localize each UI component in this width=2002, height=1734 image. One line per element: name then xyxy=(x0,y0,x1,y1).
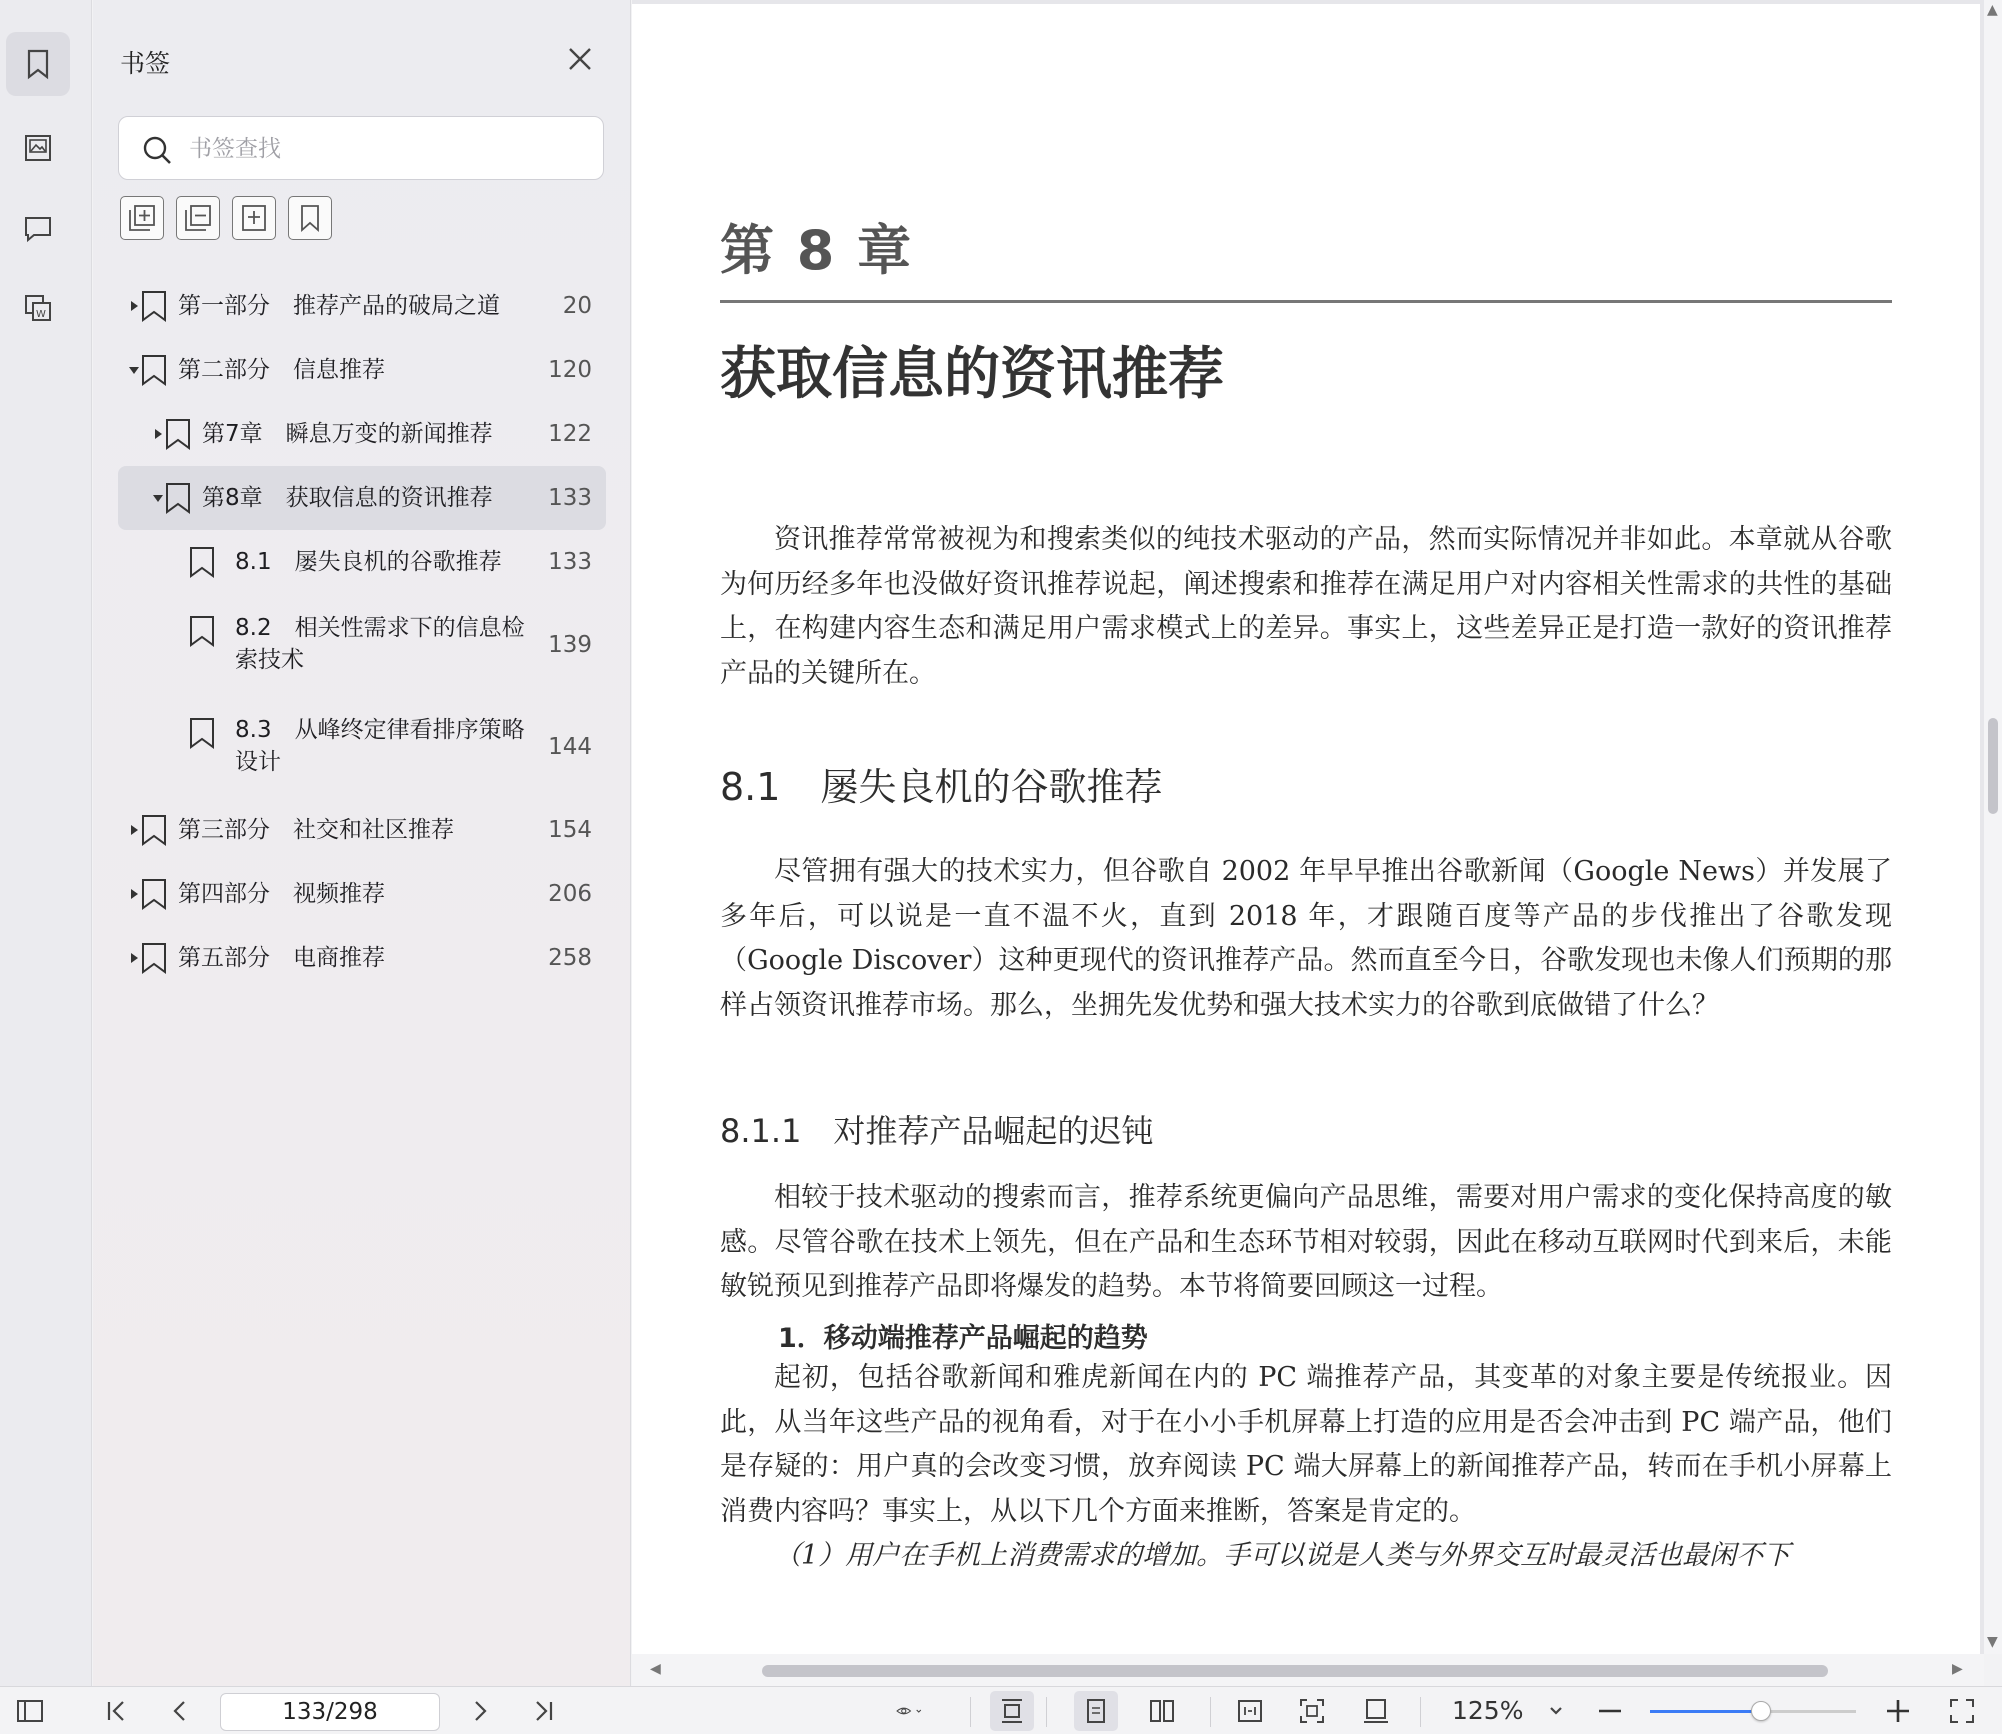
chapter-divider xyxy=(720,300,1892,303)
section-paragraph: 尽管拥有强大的技术实力，但谷歌自 2002 年早早推出谷歌新闻（Google News）并发展了多年后，可以说是一直不温不火，直到 2018 年，才跟随百度等产品的步伐推出了谷歌发现（Google Discover）这种更现代的资讯推荐产品。然而直至今日，谷歌发现也未像人们预期的那样占领资讯推荐市场。那么，坐拥先发优势和强大技术实力的谷歌到底做错了什么？ xyxy=(720,856,1892,1021)
chapter-title: 获取信息的资讯推荐 xyxy=(720,342,1224,407)
bookmark-label: 8.3 从峰终定律看排序策略 设计 xyxy=(235,717,525,775)
bookmark-page-number: 206 xyxy=(548,881,592,907)
scroll-right-icon[interactable]: ▶ xyxy=(1952,1661,1963,1677)
bookmark-icon xyxy=(164,482,192,514)
bookmark-item[interactable] xyxy=(118,530,606,594)
plus-icon xyxy=(1883,1696,1913,1726)
bookmark-label: 第四部分 视频推荐 xyxy=(178,881,385,907)
collapse-all-button[interactable] xyxy=(176,196,220,240)
bookmark-icon xyxy=(140,942,168,974)
chevron-right-icon xyxy=(465,1696,495,1726)
thumbnails-panel-button[interactable] xyxy=(6,116,70,180)
attachments-panel-button[interactable] xyxy=(6,276,70,340)
bookmark-page-number: 120 xyxy=(548,357,592,383)
item-subpoint: （1）用户在手机上消费需求的增加。手可以说是人类与外界交互时最灵活也最闲不下 xyxy=(774,1540,1791,1571)
section-title: 屡失良机的谷歌推荐 xyxy=(820,765,1163,809)
minus-icon xyxy=(1595,1696,1625,1726)
vertical-scroll-thumb[interactable] xyxy=(1988,718,1998,814)
caret-down-icon[interactable] xyxy=(128,364,140,376)
caret-down-icon[interactable] xyxy=(152,492,164,504)
chevron-left-icon xyxy=(165,1696,195,1726)
bookmark-item[interactable] xyxy=(118,696,606,798)
first-page-button[interactable] xyxy=(100,1695,132,1727)
bookmarks-sidebar xyxy=(93,0,631,1686)
bookmark-page-number: 144 xyxy=(548,734,592,760)
bookmark-label: 第8章 获取信息的资讯推荐 xyxy=(202,485,493,511)
fullscreen-button[interactable] xyxy=(1946,1695,1978,1727)
image-icon xyxy=(21,131,55,165)
caret-right-icon[interactable] xyxy=(152,428,164,440)
chapter-number: 第 8 章 xyxy=(720,219,914,282)
expand-all-button[interactable] xyxy=(120,196,164,240)
document-page xyxy=(632,4,1980,1654)
bookmarks-panel-button[interactable] xyxy=(6,32,70,96)
expand-all-icon xyxy=(126,202,158,234)
toggle-sidebar-button[interactable] xyxy=(14,1695,46,1727)
bookmark-page-number: 133 xyxy=(548,485,592,511)
bookmark-label: 第二部分 信息推荐 xyxy=(178,357,385,383)
horizontal-scrollbar[interactable] xyxy=(632,1654,1984,1686)
chevron-down-icon xyxy=(1541,1696,1571,1726)
bookmark-page-number: 122 xyxy=(548,421,592,447)
first-page-icon xyxy=(101,1696,131,1726)
bookmark-item[interactable] xyxy=(118,798,606,862)
single-page-button[interactable] xyxy=(1074,1691,1118,1731)
subsection-number: 8.1.1 xyxy=(720,1112,802,1150)
bookmark-toolbar xyxy=(120,196,332,240)
section-heading xyxy=(720,756,1162,811)
bookmark-search xyxy=(118,116,604,180)
eye-icon xyxy=(896,1696,926,1726)
actual-size-icon xyxy=(1361,1696,1391,1726)
search-icon xyxy=(141,134,173,166)
bookmark-label: 8.1 屡失良机的谷歌推荐 xyxy=(235,549,502,575)
zoom-out-button[interactable] xyxy=(1594,1695,1626,1727)
tool-rail xyxy=(0,0,92,1686)
add-bookmark-icon xyxy=(238,202,270,234)
fullscreen-icon xyxy=(1947,1696,1977,1726)
zoom-slider-handle[interactable] xyxy=(1751,1701,1771,1721)
two-page-button[interactable] xyxy=(1146,1695,1178,1727)
comments-panel-button[interactable] xyxy=(6,196,70,260)
bookmark-item[interactable] xyxy=(118,926,606,990)
collapse-all-icon xyxy=(182,202,214,234)
bookmark-label: 8.2 相关性需求下的信息检 索技术 xyxy=(235,615,525,673)
close-icon[interactable] xyxy=(565,44,595,74)
bookmark-options-button[interactable] xyxy=(288,196,332,240)
page-number-input[interactable]: 133/298 xyxy=(220,1693,440,1731)
subsection-title: 对推荐产品崛起的迟钝 xyxy=(833,1112,1154,1150)
bookmark-item[interactable] xyxy=(118,466,606,530)
toolbar-separator xyxy=(1046,1697,1047,1727)
item-paragraph: 起初，包括谷歌新闻和雅虎新闻在内的 PC 端推荐产品，其变革的对象主要是传统报业。因此，从当年这些产品的视角看，对于在小小手机屏幕上打造的应用是否会冲击到 PC 端产品，他们是存疑的：用户真的会改变习惯，放弃阅读 PC 端大屏幕上的新闻推荐产品，转而在手机小屏幕上消费内容吗？事实上，从以下几个方面来推断，答案是肯定的。 xyxy=(720,1362,1892,1527)
bookmark-item[interactable] xyxy=(118,274,606,338)
bookmark-label: 第7章 瞬息万变的新闻推荐 xyxy=(202,421,493,447)
bookmark-page-number: 139 xyxy=(548,632,592,658)
bookmark-icon xyxy=(164,418,192,450)
fit-page-button[interactable] xyxy=(1296,1695,1328,1727)
item-heading: 1．移动端推荐产品崛起的趋势 xyxy=(778,1323,1148,1354)
single-page-icon xyxy=(1081,1696,1111,1726)
bookmark-icon xyxy=(188,615,216,647)
bookmark-item[interactable] xyxy=(118,402,606,466)
bookmark-page-number: 133 xyxy=(548,549,592,575)
toolbar-separator xyxy=(1210,1697,1211,1727)
bookmark-icon xyxy=(140,814,168,846)
bookmark-page-number: 20 xyxy=(562,293,592,319)
bookmark-page-number: 258 xyxy=(548,945,592,971)
last-page-button[interactable] xyxy=(528,1695,560,1727)
subsection-paragraph: 相较于技术驱动的搜索而言，推荐系统更偏向产品思维，需要对用户需求的变化保持高度的敏感。尽管谷歌在技术上领先，但在产品和生态环节相对较弱，因此在移动互联网时代到来后，未能敏锐预见到推荐产品即将爆发的趋势。本节将简要回顾这一过程。 xyxy=(720,1182,1892,1302)
subsection-heading xyxy=(720,1106,1153,1152)
continuous-scroll-button[interactable] xyxy=(990,1691,1034,1731)
bookmark-icon xyxy=(188,717,216,749)
zoom-dropdown-button[interactable] xyxy=(1540,1695,1572,1727)
caret-right-icon[interactable] xyxy=(128,300,140,312)
sidebar-toggle-icon xyxy=(15,1696,45,1726)
bottom-toolbar xyxy=(0,1686,2002,1734)
scroll-up-icon[interactable]: ▲ xyxy=(1987,2,1998,18)
caret-right-icon[interactable] xyxy=(128,824,140,836)
bookmark-item[interactable] xyxy=(118,862,606,926)
two-page-icon xyxy=(1147,1696,1177,1726)
last-page-icon xyxy=(529,1696,559,1726)
attachment-icon xyxy=(21,291,55,325)
scroll-left-icon[interactable]: ◀ xyxy=(650,1661,661,1677)
fit-page-icon xyxy=(1297,1696,1327,1726)
bookmark-icon xyxy=(188,546,216,578)
zoom-in-button[interactable] xyxy=(1882,1695,1914,1727)
bookmark-icon xyxy=(140,354,168,386)
vertical-scrollbar[interactable] xyxy=(1984,0,2002,1654)
caret-right-icon[interactable] xyxy=(128,952,140,964)
bookmark-page-number: 154 xyxy=(548,817,592,843)
scroll-down-icon[interactable]: ▼ xyxy=(1987,1634,1998,1650)
add-bookmark-button[interactable] xyxy=(232,196,276,240)
bookmark-item[interactable] xyxy=(118,594,606,696)
intro-paragraph: 资讯推荐常常被视为和搜索类似的纯技术驱动的产品，然而实际情况并非如此。本章就从谷歌为何历经多年也没做好资讯推荐说起，阐述搜索和推荐在满足用户对内容相关性需求的共性的基础上，在构建内容生态和满足用户需求模式上的差异。事实上，这些差异正是打造一款好的资讯推荐产品的关键所在。 xyxy=(720,524,1892,689)
document-viewport[interactable] xyxy=(632,0,1984,1654)
caret-right-icon[interactable] xyxy=(128,888,140,900)
horizontal-scroll-thumb[interactable] xyxy=(762,1665,1828,1677)
zoom-level[interactable]: 125% xyxy=(1452,1696,1524,1725)
bookmark-outline-icon xyxy=(294,202,326,234)
continuous-scroll-icon xyxy=(997,1696,1027,1726)
bookmark-item[interactable] xyxy=(118,338,606,402)
toolbar-separator xyxy=(1420,1697,1421,1727)
bookmark-label: 第三部分 社交和社区推荐 xyxy=(178,817,454,843)
bookmark-label: 第一部分 推荐产品的破局之道 xyxy=(178,293,500,319)
svg-text:W: W xyxy=(36,309,46,320)
actual-size-button[interactable] xyxy=(1360,1695,1392,1727)
bookmark-search-input[interactable] xyxy=(189,129,589,169)
previous-page-button[interactable] xyxy=(164,1695,196,1727)
fit-width-button[interactable] xyxy=(1234,1695,1266,1727)
bookmark-label: 第五部分 电商推荐 xyxy=(178,945,385,971)
view-mode-dropdown[interactable] xyxy=(882,1695,940,1727)
next-page-button[interactable] xyxy=(464,1695,496,1727)
bookmark-icon xyxy=(140,878,168,910)
bookmark-icon xyxy=(140,290,168,322)
toolbar-separator xyxy=(970,1697,971,1727)
fit-width-icon xyxy=(1235,1696,1265,1726)
comment-icon xyxy=(21,211,55,245)
bookmark-icon xyxy=(21,47,55,81)
zoom-slider-fill xyxy=(1650,1710,1761,1713)
zoom-slider[interactable] xyxy=(1650,1710,1856,1713)
bookmark-tree xyxy=(118,274,606,990)
section-number: 8.1 xyxy=(720,765,781,809)
sidebar-title: 书签 xyxy=(120,49,171,78)
